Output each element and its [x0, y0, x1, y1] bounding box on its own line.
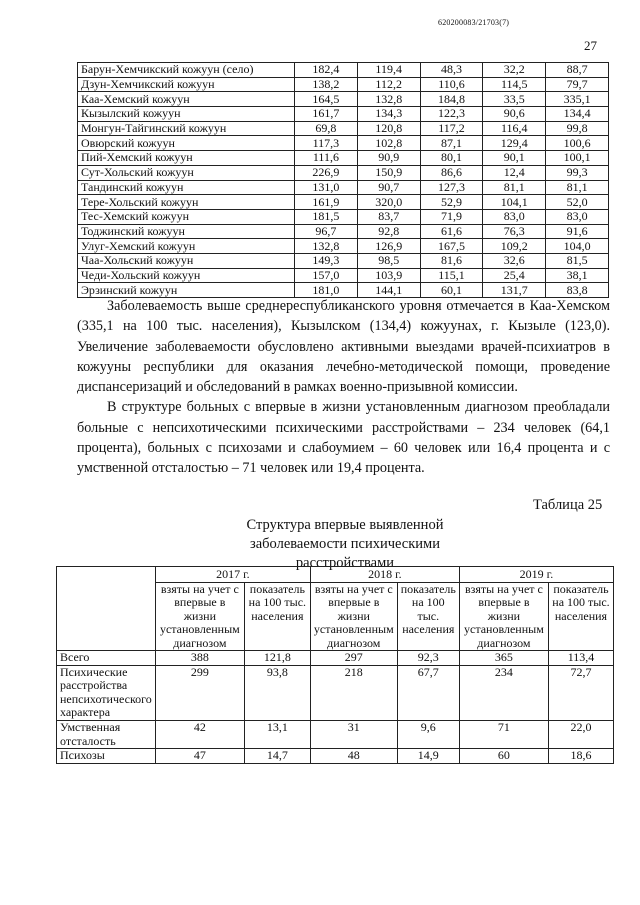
value-cell: 91,6: [546, 224, 609, 239]
value-cell: 132,8: [357, 92, 420, 107]
value-cell: 83,0: [483, 209, 546, 224]
value-cell: 61,6: [420, 224, 483, 239]
value-cell: 102,8: [357, 136, 420, 151]
value-cell: 14,9: [397, 749, 459, 764]
value-cell: 131,0: [295, 180, 358, 195]
value-cell: 60,1: [420, 283, 483, 298]
value-cell: 25,4: [483, 268, 546, 283]
value-cell: 72,7: [548, 665, 613, 720]
table-title-line: заболеваемости психическими расстройствами: [250, 536, 440, 571]
value-cell: 48,3: [420, 63, 483, 78]
value-cell: 122,3: [420, 107, 483, 122]
value-cell: 81,6: [420, 253, 483, 268]
table-row: [78, 195, 609, 210]
year-header-row: [57, 567, 614, 583]
table-row: [78, 151, 609, 166]
value-cell: 83,7: [357, 209, 420, 224]
incidence-structure-table: [56, 566, 614, 764]
value-cell: 117,2: [420, 121, 483, 136]
table-label: Таблица 25: [533, 497, 603, 513]
value-cell: 71: [459, 721, 548, 749]
value-cell: 138,2: [295, 77, 358, 92]
table-row: [78, 268, 609, 283]
value-cell: 149,3: [295, 253, 358, 268]
value-cell: 182,4: [295, 63, 358, 78]
value-cell: 48: [310, 749, 397, 764]
table-row: [78, 136, 609, 151]
value-cell: 81,5: [546, 253, 609, 268]
value-cell: 92,3: [397, 651, 459, 666]
value-cell: 111,6: [295, 151, 358, 166]
value-cell: 184,8: [420, 92, 483, 107]
value-cell: 18,6: [548, 749, 613, 764]
value-cell: 126,9: [357, 239, 420, 254]
value-cell: 112,2: [357, 77, 420, 92]
value-cell: 31: [310, 721, 397, 749]
district-name: Пий-Хемский кожуун: [78, 151, 295, 166]
paragraph: Заболеваемость выше среднереспубликанского уровня отмечается в Каа-Хемском (335,1 на 100 тыс. населения), Кызылском (134,4) кожуунах, г. Кызыле (123,0). Увеличение заболеваемости обусловлено активными выездами врачей-психиатров в кожууны республики для оказания лечебно-методической помощи, проведение диспансеризаций и обследований в рамках военно-призывной комиссии.: [77, 298, 610, 396]
value-cell: 297: [310, 651, 397, 666]
table-row: [57, 651, 614, 666]
subheader-rate: показатель на 100 тыс. населения: [548, 583, 613, 651]
value-cell: 299: [155, 665, 244, 720]
value-cell: 47: [155, 749, 244, 764]
value-cell: 134,3: [357, 107, 420, 122]
district-name: Кызылский кожуун: [78, 107, 295, 122]
value-cell: 33,5: [483, 92, 546, 107]
value-cell: 79,7: [546, 77, 609, 92]
district-name: Чаа-Хольский кожуун: [78, 253, 295, 268]
value-cell: 88,7: [546, 63, 609, 78]
year-header: 2018 г.: [310, 567, 459, 583]
value-cell: 161,7: [295, 107, 358, 122]
value-cell: 99,3: [546, 165, 609, 180]
table-row: [78, 107, 609, 122]
value-cell: 388: [155, 651, 244, 666]
table-row: [78, 224, 609, 239]
value-cell: 335,1: [546, 92, 609, 107]
value-cell: 161,9: [295, 195, 358, 210]
value-cell: 92,8: [357, 224, 420, 239]
subheader-registered: взяты на учет с впервые в жизни установленным диагнозом: [155, 583, 244, 651]
value-cell: 103,9: [357, 268, 420, 283]
corner-cell: [57, 567, 156, 651]
page-number: 27: [584, 38, 597, 53]
value-cell: 109,2: [483, 239, 546, 254]
value-cell: 117,3: [295, 136, 358, 151]
value-cell: 32,6: [483, 253, 546, 268]
table-row: [78, 165, 609, 180]
value-cell: 150,9: [357, 165, 420, 180]
district-name: Каа-Хемский кожуун: [78, 92, 295, 107]
district-name: Тандинский кожуун: [78, 180, 295, 195]
value-cell: 80,1: [420, 151, 483, 166]
district-name: Тере-Хольский кожуун: [78, 195, 295, 210]
district-name: Барун-Хемчикский кожуун (село): [78, 63, 295, 78]
value-cell: 167,5: [420, 239, 483, 254]
value-cell: 71,9: [420, 209, 483, 224]
value-cell: 132,8: [295, 239, 358, 254]
district-name: Овюрский кожуун: [78, 136, 295, 151]
value-cell: 115,1: [420, 268, 483, 283]
table-row: [78, 92, 609, 107]
value-cell: 181,0: [295, 283, 358, 298]
table-row: [78, 121, 609, 136]
table-row: [78, 239, 609, 254]
value-cell: 87,1: [420, 136, 483, 151]
value-cell: 81,1: [483, 180, 546, 195]
value-cell: 164,5: [295, 92, 358, 107]
value-cell: 110,6: [420, 77, 483, 92]
value-cell: 120,8: [357, 121, 420, 136]
document-id: 620200083/21703(7): [438, 18, 510, 27]
value-cell: 116,4: [483, 121, 546, 136]
value-cell: 93,8: [244, 665, 310, 720]
subheader-rate: показатель на 100 тыс. населения: [244, 583, 310, 651]
value-cell: 129,4: [483, 136, 546, 151]
value-cell: 134,4: [546, 107, 609, 122]
row-label: Всего: [57, 651, 156, 666]
value-cell: 83,0: [546, 209, 609, 224]
year-header: 2017 г.: [155, 567, 310, 583]
value-cell: 131,7: [483, 283, 546, 298]
value-cell: 90,9: [357, 151, 420, 166]
table-row: [78, 180, 609, 195]
value-cell: 96,7: [295, 224, 358, 239]
value-cell: 14,7: [244, 749, 310, 764]
value-cell: 52,9: [420, 195, 483, 210]
value-cell: 218: [310, 665, 397, 720]
district-name: Тоджинский кожуун: [78, 224, 295, 239]
table-title-line: Структура впервые выявленной: [246, 517, 444, 533]
value-cell: 365: [459, 651, 548, 666]
row-label: Психические расстройства непсихотического характера: [57, 665, 156, 720]
value-cell: 52,0: [546, 195, 609, 210]
value-cell: 90,7: [357, 180, 420, 195]
value-cell: 99,8: [546, 121, 609, 136]
district-name: Дзун-Хемчикский кожуун: [78, 77, 295, 92]
subheader-registered: взяты на учет с впервые в жизни установленным диагнозом: [459, 583, 548, 651]
row-label: Умственная отсталость: [57, 721, 156, 749]
value-cell: 67,7: [397, 665, 459, 720]
district-name: Эрзинский кожуун: [78, 283, 295, 298]
value-cell: 121,8: [244, 651, 310, 666]
value-cell: 226,9: [295, 165, 358, 180]
district-name: Улуг-Хемский кожуун: [78, 239, 295, 254]
value-cell: 9,6: [397, 721, 459, 749]
table-row: [78, 209, 609, 224]
district-name: Сут-Хольский кожуун: [78, 165, 295, 180]
value-cell: 104,1: [483, 195, 546, 210]
table-row: [78, 77, 609, 92]
value-cell: 32,2: [483, 63, 546, 78]
table-row: [78, 253, 609, 268]
value-cell: 181,5: [295, 209, 358, 224]
value-cell: 144,1: [357, 283, 420, 298]
value-cell: 234: [459, 665, 548, 720]
subheader-registered: взяты на учет с впервые в жизни установленным диагнозом: [310, 583, 397, 651]
value-cell: 83,8: [546, 283, 609, 298]
district-name: Тес-Хемский кожуун: [78, 209, 295, 224]
row-label: Психозы: [57, 749, 156, 764]
value-cell: 114,5: [483, 77, 546, 92]
value-cell: 69,8: [295, 121, 358, 136]
value-cell: 81,1: [546, 180, 609, 195]
value-cell: 113,4: [548, 651, 613, 666]
value-cell: 100,1: [546, 151, 609, 166]
value-cell: 100,6: [546, 136, 609, 151]
body-text: [77, 296, 610, 479]
value-cell: 60: [459, 749, 548, 764]
value-cell: 90,1: [483, 151, 546, 166]
value-cell: 119,4: [357, 63, 420, 78]
value-cell: 42: [155, 721, 244, 749]
value-cell: 12,4: [483, 165, 546, 180]
value-cell: 22,0: [548, 721, 613, 749]
value-cell: 38,1: [546, 268, 609, 283]
table-row: [57, 721, 614, 749]
paragraph: В структуре больных с впервые в жизни установленным диагнозом преобладали больные с непсихотическими психическими расстройствами – 234 человек (64,1 процента), больных с психозами и слабоумием – 60 человек или 16,4 процента и с умственной отсталостью – 71 человек или 19,4 процента.: [77, 399, 610, 477]
district-incidence-table: [77, 62, 609, 298]
year-header: 2019 г.: [459, 567, 613, 583]
value-cell: 86,6: [420, 165, 483, 180]
value-cell: 157,0: [295, 268, 358, 283]
subheader-rate: показатель на 100 тыс. населения: [397, 583, 459, 651]
value-cell: 104,0: [546, 239, 609, 254]
district-name: Чеди-Хольский кожуун: [78, 268, 295, 283]
value-cell: 13,1: [244, 721, 310, 749]
value-cell: 98,5: [357, 253, 420, 268]
table-title: [200, 516, 490, 573]
table-row: [78, 63, 609, 78]
table-row: [57, 749, 614, 764]
value-cell: 90,6: [483, 107, 546, 122]
value-cell: 76,3: [483, 224, 546, 239]
value-cell: 127,3: [420, 180, 483, 195]
table-row: [57, 665, 614, 720]
value-cell: 320,0: [357, 195, 420, 210]
district-name: Монгун-Тайгинский кожуун: [78, 121, 295, 136]
